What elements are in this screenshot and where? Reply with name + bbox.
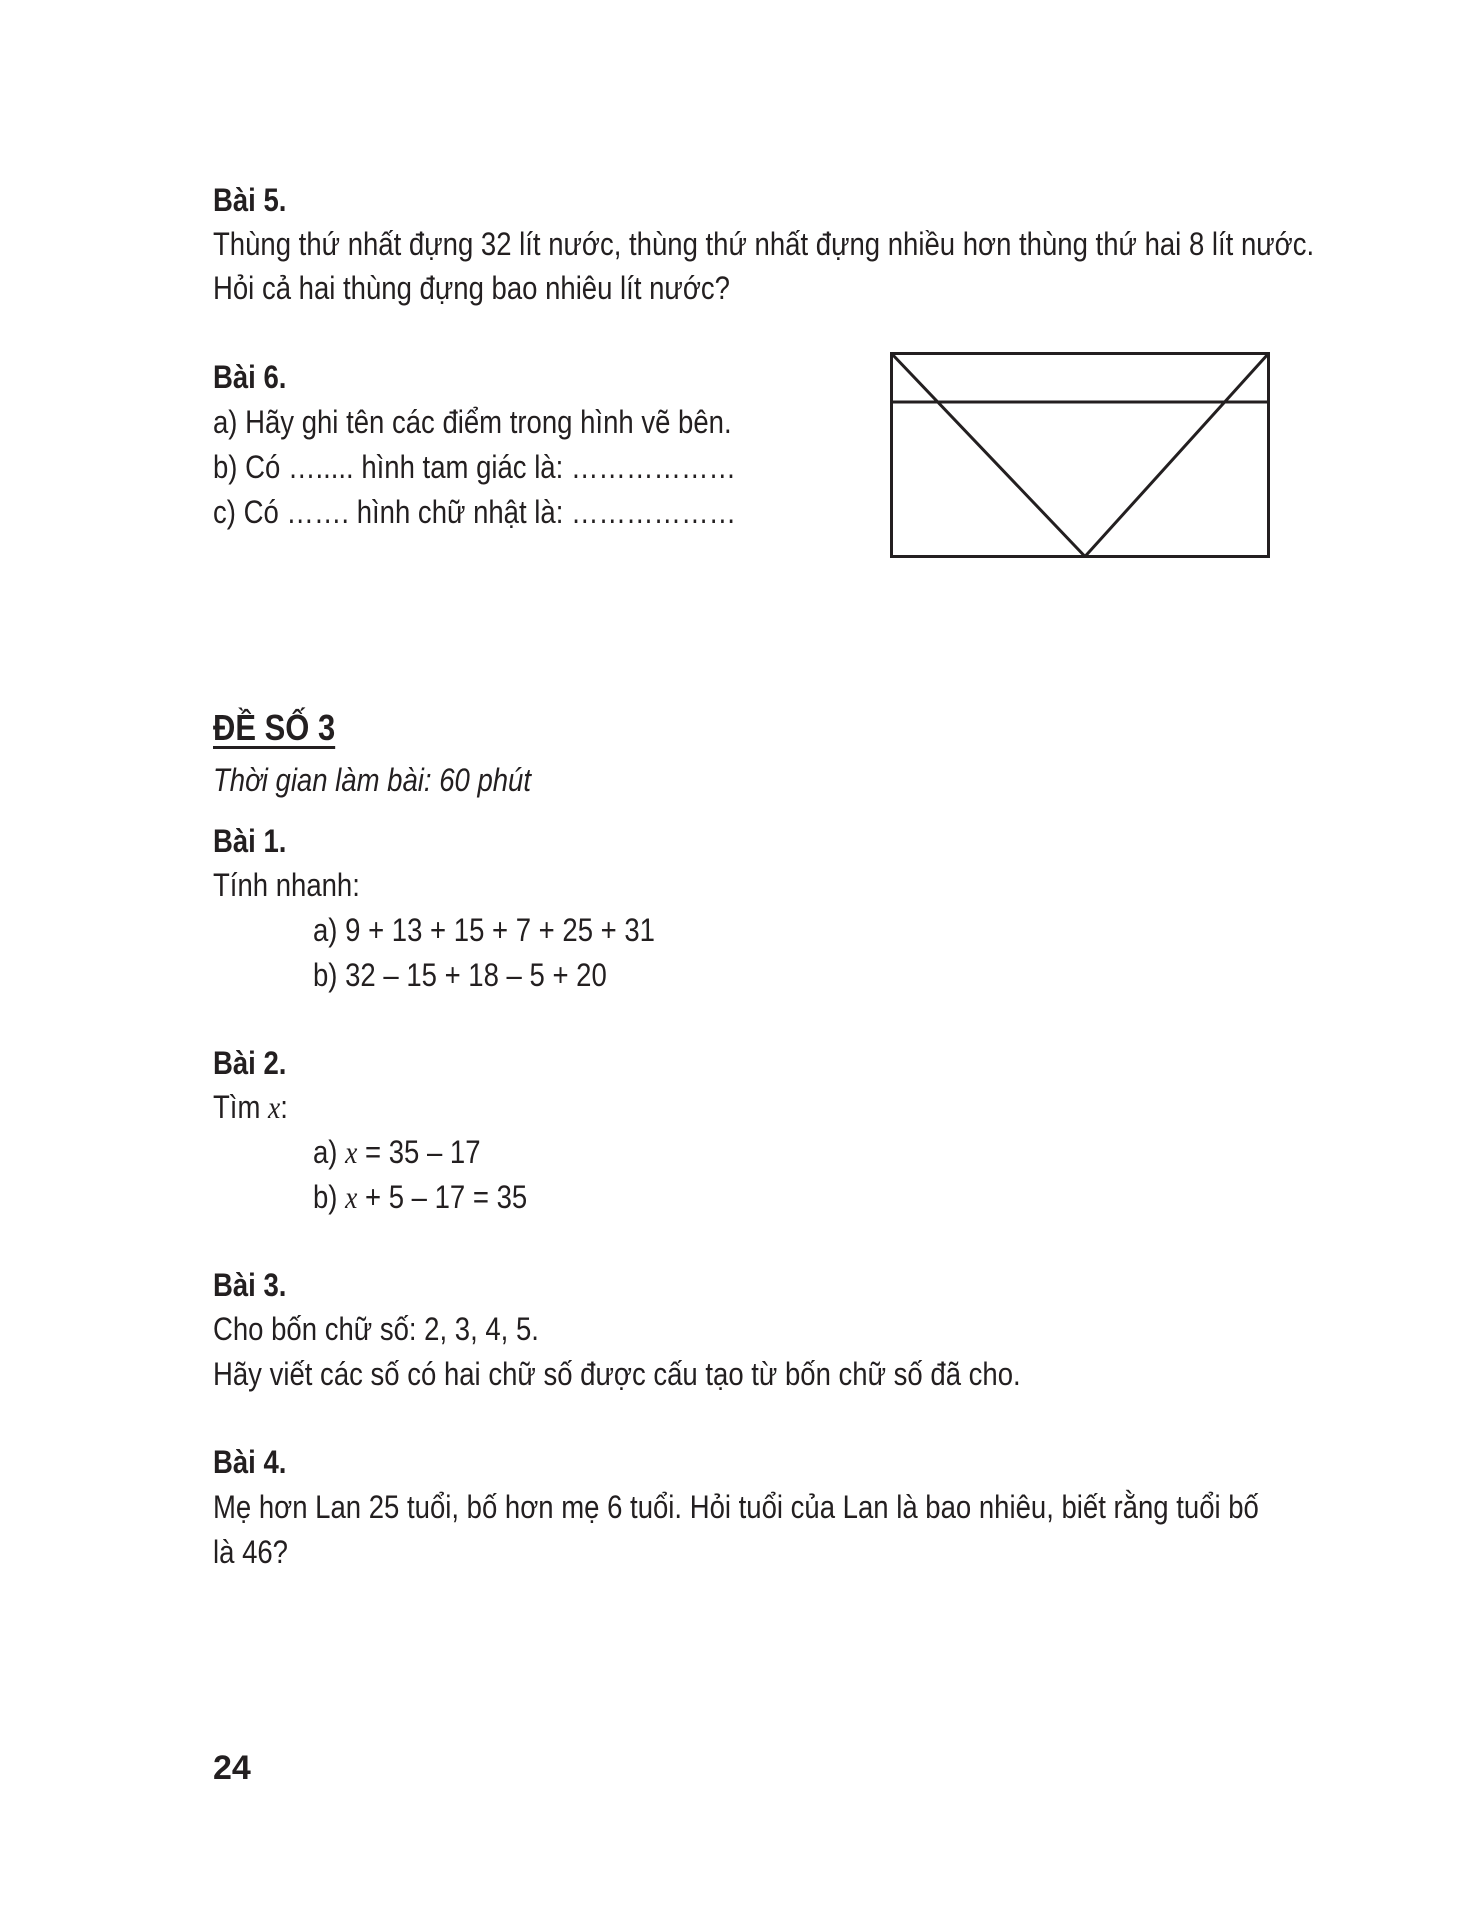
bai5-line2: Hỏi cả hai thùng đựng bao nhiêu lít nước? — [213, 270, 730, 306]
bai2-intro-prefix: Tìm — [213, 1089, 269, 1125]
bai2-intro-suffix: : — [280, 1089, 288, 1125]
bai5-title: Bài 5. — [213, 182, 287, 218]
exam-time: Thời gian làm bài: 60 phút — [213, 762, 532, 798]
bai1-part-b: b) 32 – 15 + 18 – 5 + 20 — [313, 957, 607, 993]
variable-x: x — [345, 1134, 358, 1170]
geometry-figure — [890, 352, 1270, 562]
figure-outer-rectangle — [892, 354, 1269, 557]
figure-left-diagonal — [892, 354, 1086, 557]
figure-right-diagonal — [1085, 354, 1269, 557]
exam-heading: ĐỀ SỐ 3 — [213, 707, 336, 748]
variable-x: x — [268, 1089, 281, 1125]
bai3-line2: Hãy viết các số có hai chữ số được cấu tạo từ bốn chữ số đã cho. — [213, 1356, 1021, 1392]
bai6-part-b: b) Có …..... hình tam giác là: ……………… — [213, 449, 737, 485]
bai2-intro — [213, 1087, 288, 1127]
bai2-title: Bài 2. — [213, 1045, 287, 1081]
bai2-part-b-prefix: b) — [313, 1179, 346, 1215]
bai1-intro: Tính nhanh: — [213, 867, 360, 903]
bai1-title: Bài 1. — [213, 823, 287, 859]
bai2-part-b — [313, 1177, 527, 1217]
bai2-part-b-suffix: + 5 – 17 = 35 — [357, 1179, 528, 1215]
page-number: 24 — [213, 1749, 251, 1787]
bai4-line2: là 46? — [213, 1534, 288, 1570]
bai6-part-c: c) Có ……. hình chữ nhật là: ……………… — [213, 494, 737, 530]
bai3-line1: Cho bốn chữ số: 2, 3, 4, 5. — [213, 1311, 539, 1347]
bai3-title: Bài 3. — [213, 1267, 287, 1303]
bai4-title: Bài 4. — [213, 1444, 287, 1480]
variable-x: x — [345, 1179, 358, 1215]
bai2-part-a-prefix: a) — [313, 1134, 346, 1170]
bai4-line1: Mẹ hơn Lan 25 tuổi, bố hơn mẹ 6 tuổi. Hỏi tuổi của Lan là bao nhiêu, biết rằng tuổi bố — [213, 1489, 1259, 1525]
bai2-part-a-suffix: = 35 – 17 — [357, 1134, 481, 1170]
bai6-part-a: a) Hãy ghi tên các điểm trong hình vẽ bên. — [213, 404, 732, 440]
bai6-title: Bài 6. — [213, 359, 287, 395]
bai5-line1: Thùng thứ nhất đựng 32 lít nước, thùng thứ nhất đựng nhiều hơn thùng thứ hai 8 lít nước. — [213, 226, 1315, 262]
bai2-part-a — [313, 1132, 481, 1172]
bai1-part-a: a) 9 + 13 + 15 + 7 + 25 + 31 — [313, 912, 655, 948]
